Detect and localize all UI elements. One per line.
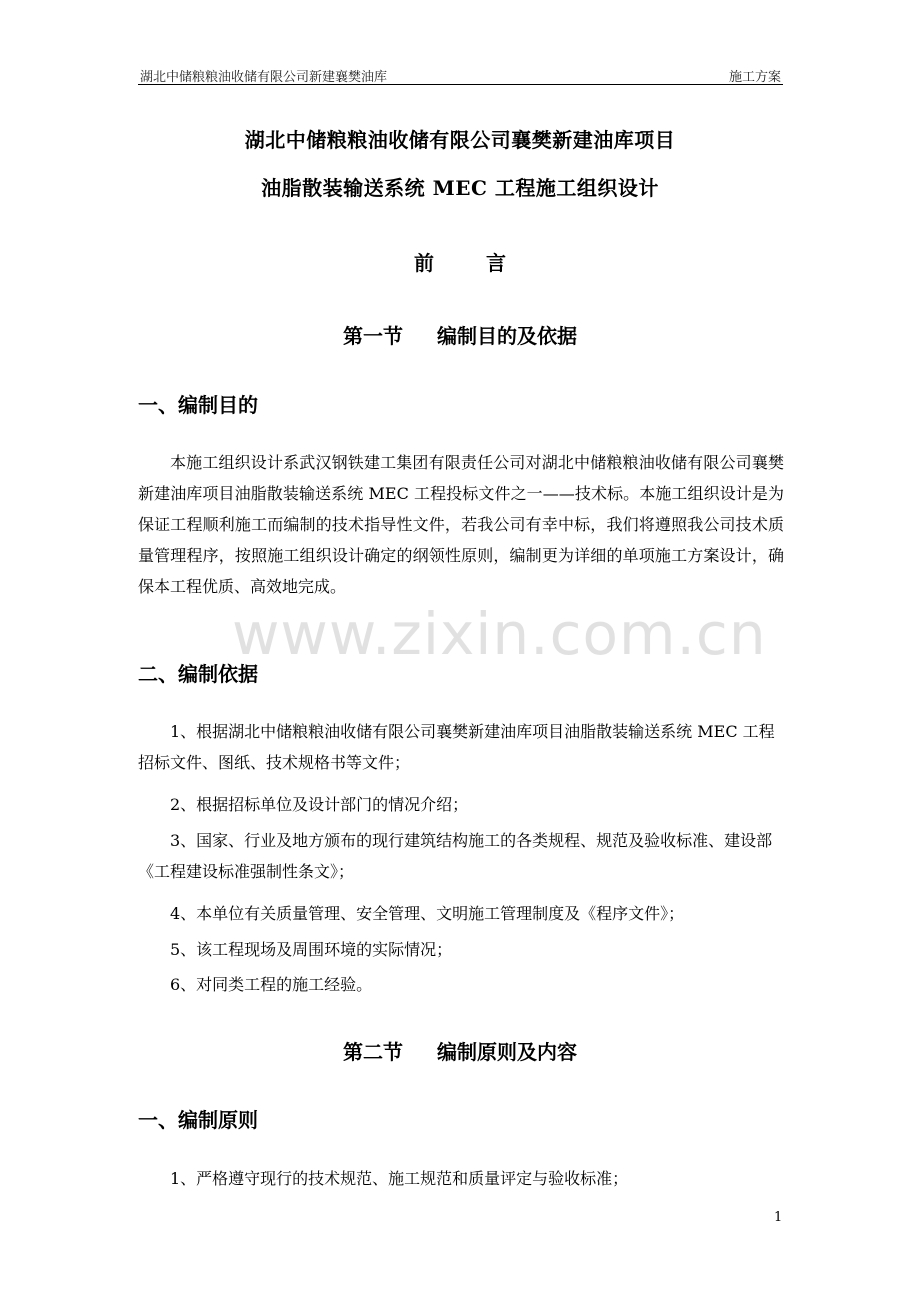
basis-item-3: 3、国家、行业及地方颁布的现行建筑结构施工的各类规程、规范及验收标准、建设部《工程建设标准强制性条文》； [138,831,773,881]
header-document-name: 湖北中储粮粮油收储有限公司新建襄樊油库 [140,70,388,85]
document-title-line-2: 油脂散装输送系统 MEC 工程施工组织设计 [261,176,659,200]
page-header [138,66,783,85]
section-1-number: 第一节 [343,324,403,348]
document-title-line-1: 湖北中储粮粮油收储有限公司襄樊新建油库项目 [244,128,676,152]
section-2-number: 第二节 [343,1040,403,1064]
basis-heading: 二、编制依据 [138,662,258,686]
principles-item-1: 1、严格遵守现行的技术规范、施工规范和质量评定与验收标准； [170,1169,629,1188]
basis-item-1: 1、根据湖北中储粮粮油收储有限公司襄樊新建油库项目油脂散装输送系统 MEC 工程招标文件、图纸、技术规格书等文件； [138,722,775,772]
basis-item-4: 4、本单位有关质量管理、安全管理、文明施工管理制度及《程序文件》； [170,904,685,923]
watermark: www.zixin.com.cn [232,600,767,668]
section-1-heading [0,320,920,349]
basis-item-5: 5、该工程现场及周围环境的实际情况； [170,940,453,959]
foreword-char-2: 言 [486,251,506,275]
basis-item-2: 2、根据招标单位及设计部门的情况介绍； [170,795,469,814]
page-number: 1 [774,1210,783,1225]
foreword-char-1: 前 [414,251,434,275]
principles-heading: 一、编制原则 [138,1108,258,1132]
section-1-title: 编制目的及依据 [437,324,577,348]
purpose-heading: 一、编制目的 [138,393,258,417]
section-2-title: 编制原则及内容 [437,1040,577,1064]
section-2-heading [0,1036,920,1065]
foreword-heading [0,247,920,276]
purpose-paragraph: 本施工组织设计系武汉钢铁建工集团有限责任公司对湖北中储粮粮油收储有限公司襄樊新建油库项目油脂散装输送系统 MEC 工程投标文件之一——技术标。本施工组织设计是为保证工程顺利施工而编制的技术指导性文件，若我公司有幸中标，我们将遵照我公司技术质量管理程序，按照施工组织设计确定的纲领性原则，编制更为详细的单项施工方案设计，确保本工程优质、高效地完成。 [138,453,784,596]
header-section-label: 施工方案 [728,70,781,85]
basis-item-6: 6、对同类工程的施工经验。 [170,975,373,994]
